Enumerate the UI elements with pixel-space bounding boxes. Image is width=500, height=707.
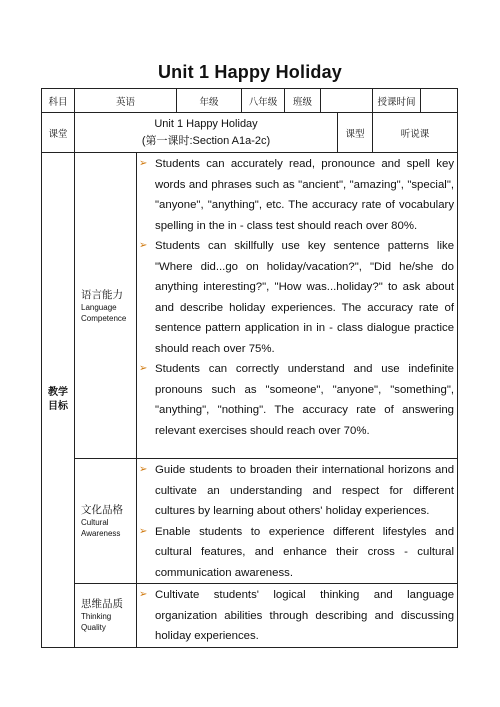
header-row — [42, 89, 458, 113]
bullet-arrow-icon: ➢ — [139, 158, 148, 169]
bullet-arrow-icon: ➢ — [139, 525, 148, 537]
objective-row-thinking — [42, 584, 458, 648]
dimension-en: Language — [81, 302, 117, 312]
subject-label: 科目 — [42, 89, 75, 113]
dimension-en: Competence — [81, 313, 127, 323]
dimension-thinking — [75, 584, 137, 648]
list-item: ➢ Enable students to experience different lifestyles and cultural features, and enhance their cross - cultural communication awareness. — [139, 522, 454, 584]
lesson-type-value: 听说课 — [373, 113, 458, 153]
course-info — [75, 113, 338, 153]
dimension-cn: 思维品质 — [81, 598, 123, 611]
objective-list — [137, 584, 458, 648]
bullet-arrow-icon: ➢ — [139, 464, 148, 475]
subject-value: 英语 — [75, 89, 177, 113]
dimension-language — [75, 153, 137, 459]
bullet-arrow-icon: ➢ — [139, 363, 148, 374]
objective-list — [137, 153, 458, 459]
list-item: ➢ Students can correctly understand and use indefinite pronouns such as "someone", "anyone", "something", "anything", "nothing". The accuracy rate of answering relevant exercises should reach over 70%. — [139, 359, 454, 441]
grade-label: 年级 — [177, 89, 242, 113]
time-value — [421, 89, 458, 113]
list-item: ➢ Cultivate students' logical thinking and language organization abilities through describing and discussing holiday experiences. — [139, 585, 454, 647]
grade-value: 八年级 — [242, 89, 285, 113]
list-item: ➢ Guide students to broaden their international horizons and cultivate an understanding and respect for different cultures by learning about others' holiday experiences. — [139, 460, 454, 522]
lesson-label: 课堂 — [42, 113, 75, 153]
bullet-arrow-icon: ➢ — [139, 240, 148, 251]
objective-list — [137, 459, 458, 584]
bullet-arrow-icon: ➢ — [139, 589, 148, 600]
lesson-type-label: 课型 — [338, 113, 373, 153]
dimension-cn: 语言能力 — [81, 288, 123, 301]
dimension-en: Thinking — [81, 612, 112, 622]
dimension-en: Quality — [81, 623, 106, 633]
time-label: 授课时间 — [373, 89, 421, 113]
dimension-cultural — [75, 459, 137, 584]
dimension-en: Cultural — [81, 518, 109, 527]
lesson-row — [42, 113, 458, 153]
dimension-cn: 文化品格 — [81, 504, 123, 516]
objective-row-language — [42, 153, 458, 459]
class-label: 班级 — [285, 89, 321, 113]
list-item: ➢ Students can skillfully use key sentence patterns like "Where did...go on holiday/vacation?", "Did he/she do anything interesting?", "How was...holiday?" to ask about and describe holiday experiences. The accuracy rate of sentence pattern application in in - class dialogue practice should reach over 75%. — [139, 236, 454, 359]
objectives-label: 教学 目标 — [42, 153, 75, 648]
dimension-en: Awareness — [81, 529, 121, 538]
list-item: ➢ Students can accurately read, pronounce and spell key words and phrases such as "ancient", "amazing", "special", "anyone", "anything", etc. The accuracy rate of vocabulary spelling in the in - class test should reach over 80%. — [139, 154, 454, 236]
course-section: (第一课时:Section A1a-2c) — [141, 134, 271, 147]
course-title: Unit 1 Happy Holiday — [154, 117, 258, 130]
class-value — [321, 89, 373, 113]
lesson-plan-table — [41, 88, 458, 648]
page-title: Unit 1 Happy Holiday — [157, 62, 343, 82]
objective-row-cultural — [42, 459, 458, 584]
